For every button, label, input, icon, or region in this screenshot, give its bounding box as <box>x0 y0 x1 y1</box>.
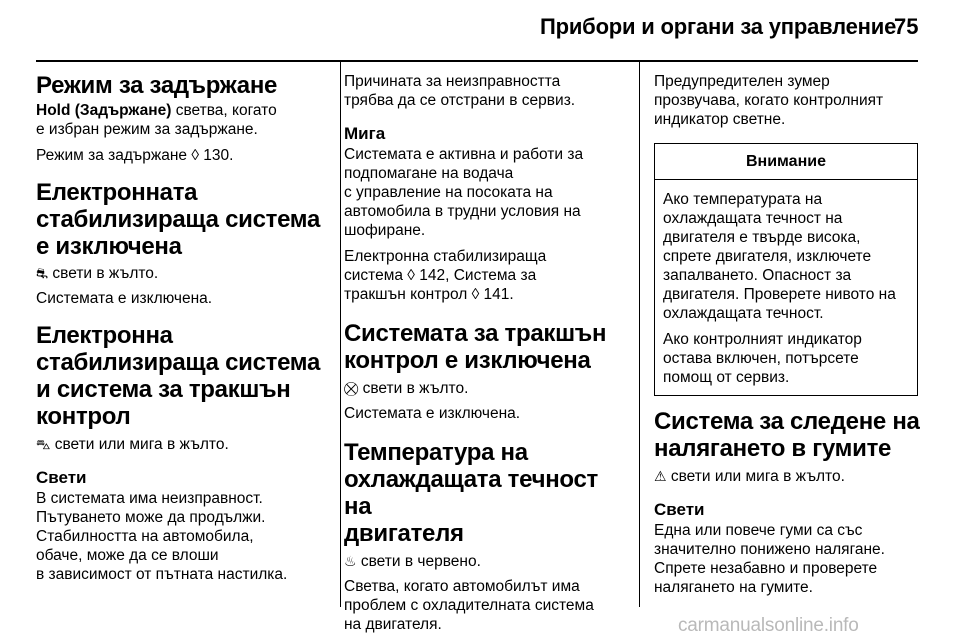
text: проблем с охладителната система <box>344 597 594 614</box>
text: Причината за неизправността <box>344 73 561 90</box>
text: Системата за тракшън <box>344 320 607 347</box>
text: е изключена <box>36 233 182 260</box>
cross-reference <box>344 247 630 304</box>
warning-box <box>654 143 918 396</box>
text: система ◊ 142, Система за <box>344 267 537 284</box>
paragraph <box>36 435 334 454</box>
warning-title: Внимание <box>655 144 917 180</box>
text: двигателя. Проверете нивото на <box>663 286 896 303</box>
column-divider <box>639 62 640 607</box>
column-2 <box>344 62 630 633</box>
text: автомобила в трудни условия на <box>344 203 581 220</box>
text: Температура на <box>344 439 528 466</box>
text: подпомагане на водача <box>344 165 514 182</box>
text: тракшън контрол ◊ 141. <box>344 286 514 303</box>
text: свети или мига в жълто. <box>50 436 229 453</box>
text: свети в жълто. <box>358 380 469 397</box>
text: на двигателя. <box>344 616 442 633</box>
text: спрете двигателя, изключете <box>663 248 872 265</box>
text: Ако контролният индикатор <box>663 331 862 348</box>
text: охлаждащата течност на <box>663 210 843 227</box>
text: контрол е изключена <box>344 347 591 374</box>
text: е избран режим за задържане. <box>36 121 258 138</box>
section-title-hold-mode: Режим за задържане <box>36 72 278 99</box>
text: Електронна стабилизираща <box>344 248 547 265</box>
paragraph <box>654 467 920 486</box>
paragraph <box>663 190 909 323</box>
text: Предупредителен зумер <box>654 73 830 90</box>
text: обаче, може да се влоши <box>36 547 219 564</box>
text: светва, когато <box>171 102 277 119</box>
subsection-title-lit: Свети <box>36 468 87 487</box>
text: помощ от сервиз. <box>663 369 790 386</box>
page-number: 75 <box>894 14 919 39</box>
paragraph <box>344 379 630 398</box>
page-header-title: Прибори и органи за управление <box>540 14 897 39</box>
text: охлаждащата течност. <box>663 305 824 322</box>
paragraph <box>344 577 630 634</box>
tyre-pressure-icon: ⚠ <box>654 468 667 484</box>
esc-off-icon: ⛐ <box>36 265 49 281</box>
subsection-title-flash: Мига <box>344 124 386 143</box>
paragraph <box>654 521 920 597</box>
text: Стабилността на автомобила, <box>36 528 254 545</box>
paragraph <box>344 552 630 571</box>
text: индикатор светне. <box>654 111 786 128</box>
paragraph: Системата е изключена. <box>36 290 213 307</box>
hold-label: Hold (Задържане) <box>36 102 172 119</box>
watermark: carmanualsonline.info <box>678 615 859 636</box>
text: стабилизираща система <box>36 206 320 233</box>
text: В системата има неизправност. <box>36 490 263 507</box>
text: свети или мига в жълто. <box>666 468 845 485</box>
text: и система за тракшън <box>36 376 291 403</box>
warning-body <box>655 180 917 395</box>
text: в зависимост от пътната настилка. <box>36 566 288 583</box>
text: свети в червено. <box>356 553 481 570</box>
text: Система за следене на <box>654 408 920 435</box>
text: Една или повече гуми са със <box>654 522 863 539</box>
text: шофиране. <box>344 222 426 239</box>
cross-reference: Режим за задържане ◊ 130. <box>36 147 234 164</box>
text: охлаждащата течност на <box>344 466 598 520</box>
text: двигателя <box>344 520 464 547</box>
text: остава включен, потърсете <box>663 350 859 367</box>
text: трябва да се отстрани в сервиз. <box>344 92 576 109</box>
esc-icon: ⛍ <box>36 436 51 452</box>
section-title-tc-off <box>344 320 630 374</box>
text: с управление на посоката на <box>344 184 553 201</box>
text: Електронната <box>36 179 198 206</box>
column-3 <box>654 62 920 607</box>
text: налягането на гумите. <box>654 579 813 596</box>
paragraph <box>344 145 630 240</box>
text: свети в жълто. <box>48 265 159 282</box>
coolant-temperature-icon: ♨ <box>344 553 357 569</box>
text: стабилизираща система <box>36 349 320 376</box>
subsection-title-lit: Свети <box>654 500 705 519</box>
column-1 <box>36 62 334 607</box>
text: Пътуването може да продължи. <box>36 509 266 526</box>
paragraph <box>654 72 920 129</box>
section-title-esc-tc <box>36 322 334 430</box>
text: Спрете незабавно и проверете <box>654 560 878 577</box>
text: значително понижено налягане. <box>654 541 885 558</box>
section-title-esc-off <box>36 179 334 260</box>
text: налягането в гумите <box>654 435 892 462</box>
paragraph <box>36 489 334 584</box>
text: прозвучава, когато контролният <box>654 92 884 109</box>
text: двигателя е твърде висока, <box>663 229 861 246</box>
column-divider <box>340 62 341 607</box>
paragraph: Системата е изключена. <box>344 405 521 422</box>
text: Електронна <box>36 322 173 349</box>
text: контрол <box>36 403 131 430</box>
paragraph <box>36 101 334 139</box>
paragraph <box>36 264 334 283</box>
text: Системата е активна и работи за <box>344 146 584 163</box>
section-title-coolant-temp <box>344 439 630 547</box>
section-title-tyre-pressure <box>654 408 920 462</box>
paragraph <box>344 72 630 110</box>
tc-off-icon: ⛒ <box>344 380 359 396</box>
paragraph <box>663 330 909 387</box>
text: Светва, когато автомобилът има <box>344 578 580 595</box>
text: запалването. Опасност за <box>663 267 852 284</box>
text: Ако температурата на <box>663 191 823 208</box>
